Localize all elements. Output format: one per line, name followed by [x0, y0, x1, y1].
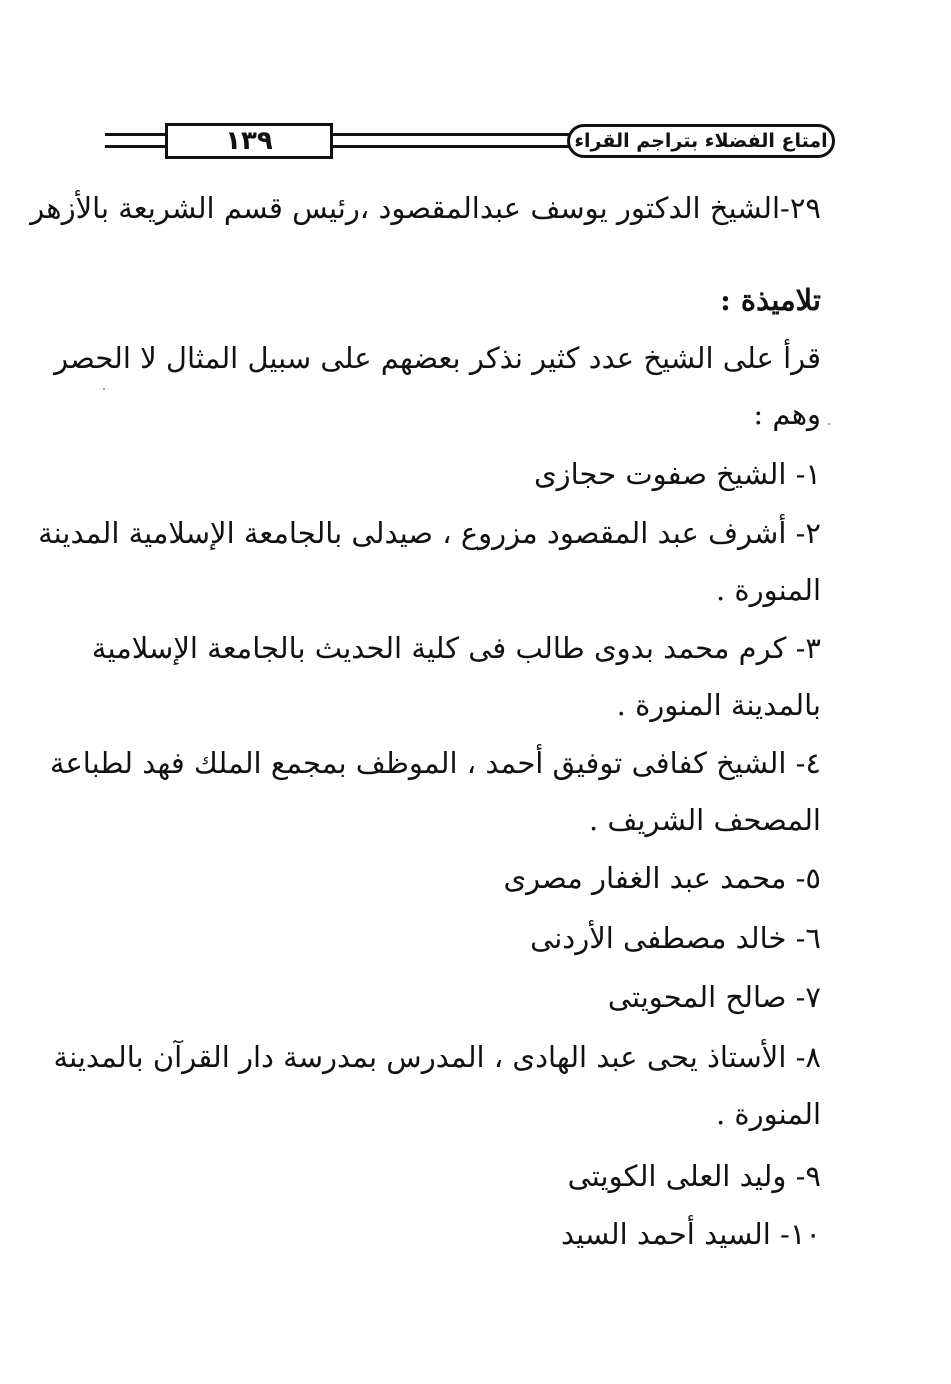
scan-speck — [103, 388, 105, 390]
entry-29: ٢٩-الشيخ الدكتور يوسف عبدالمقصود ،رئيس قسم الشريعة بالأزهر — [30, 191, 821, 225]
student-1: ١- الشيخ صفوت حجازى — [533, 457, 821, 491]
intro-line-2: وهم : — [753, 397, 821, 431]
student-3-line-1: ٣- كرم محمد بدوى طالب فى كلية الحديث بالجامعة الإسلامية — [91, 631, 821, 665]
header-rule-middle-top — [331, 133, 569, 136]
scan-speck — [828, 423, 830, 425]
student-4-line-1: ٤- الشيخ كفافى توفيق أحمد ، الموظف بمجمع الملك فهد لطباعة — [49, 746, 821, 780]
student-10: ١٠- السيد أحمد السيد — [560, 1217, 821, 1251]
book-title-box — [567, 124, 835, 158]
page-header — [105, 118, 835, 168]
student-8-line-1: ٨- الأستاذ يحى عبد الهادى ، المدرس بمدرسة دار القرآن بالمدينة — [53, 1040, 821, 1074]
student-2-line-2: المنورة . — [715, 573, 821, 607]
student-2-line-1: ٢- أشرف عبد المقصود مزروع ، صيدلى بالجامعة الإسلامية المدينة — [38, 516, 821, 550]
student-7: ٧- صالح المحويتى — [607, 980, 821, 1014]
header-rule-left-bottom — [105, 145, 167, 148]
page-number: ١٣٩ — [225, 126, 273, 156]
student-6: ٦- خالد مصطفى الأردنى — [530, 921, 821, 955]
header-rule-middle-bottom — [331, 145, 569, 148]
book-title: امتاع الفضلاء بتراجم القراء — [574, 130, 828, 152]
students-heading: تلاميذة : — [720, 283, 821, 317]
student-4-line-2: المصحف الشريف . — [588, 803, 821, 837]
header-rule-left-top — [105, 133, 167, 136]
student-8-line-2: المنورة . — [715, 1097, 821, 1131]
page-number-box — [165, 123, 333, 159]
intro-line-1: قرأ على الشيخ عدد كثير نذكر بعضهم على سبيل المثال لا الحصر — [54, 341, 821, 375]
student-3-line-2: بالمدينة المنورة . — [616, 688, 821, 722]
student-9: ٩- وليد العلى الكويتى — [567, 1159, 821, 1193]
student-5: ٥- محمد عبد الغفار مصرى — [503, 861, 821, 895]
